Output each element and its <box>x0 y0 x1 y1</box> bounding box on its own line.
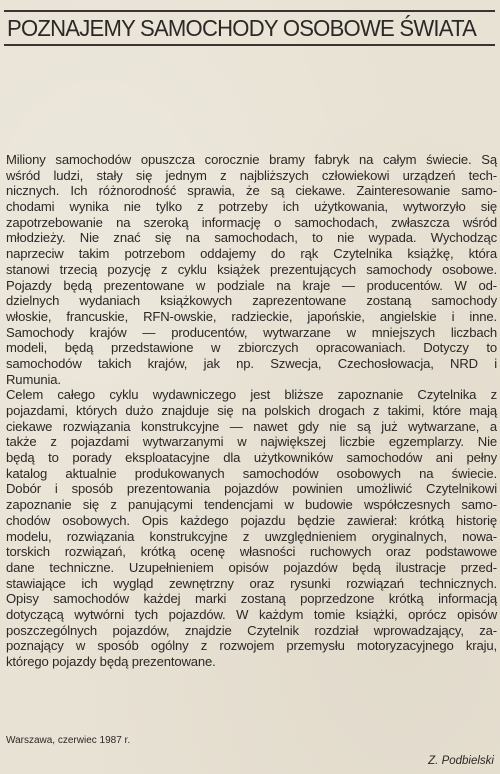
text-line: dotyczącą wytwórni tych pojazdów. W każdym tomie książki, oprócz opisów <box>6 606 497 622</box>
text-line: nicznych. Ich różnorodność sprawia, że są ciekawe. Zainteresowanie samo- <box>6 183 497 199</box>
text-line: katalog aktualnie produkowanych samochodów osobowych na świecie. <box>6 465 497 481</box>
text-line: samochodów takich krajów, jak np. Szwecja, Czechosłowacja, NRD i <box>6 355 497 371</box>
text-line: poszczególnych pojazdów, znajdzie Czytelnik rozdział wprowadzający, za- <box>6 622 497 638</box>
text-line: modeli, będą przedstawione w zbiorczych opracowaniach. Dotyczy to <box>6 340 497 356</box>
text-line: młodzieży. Nie znać się na samochodach, to nie wypada. Wychodząc <box>6 230 497 246</box>
text-line: naprzeciw takim potrzebom oddajemy do rąk Czytelnika książkę, która <box>6 246 497 262</box>
text-line: pojazdami, których dużo znajduje się na polskich drogach z takimi, które mają <box>6 403 497 418</box>
text-line: którego pojazdy będą prezentowane. <box>6 654 216 669</box>
text-line: wśród ludzi, stały się jednym z najbliższych człowiekowi urządzeń tech- <box>6 167 497 183</box>
text-line: dane techniczne. Uzupełnieniem opisów pojazdów będą ilustracje przed- <box>6 559 497 575</box>
text-line: poznający w sposób ogólny z rozwojem przemysłu motoryzacyjnego kraju, <box>6 638 497 654</box>
title-bar <box>4 10 495 46</box>
text-line: ciekawe rozwiązania konstrukcyjne — nawet gdy nie są już wytwarzane, a <box>6 418 497 434</box>
text-line: także z pojazdami wytwarzanymi w największej liczbie egzemplarzy. Nie <box>6 434 497 450</box>
author-signature: Z. Podbielski <box>428 755 494 767</box>
text-line: Samochody krajów — producentów, wytwarzane w mniejszych liczbach <box>6 324 497 340</box>
text-line: Rumunia. <box>6 371 61 387</box>
text-line: Dobór i sposób prezentowania pojazdów powinien umożliwić Czytelnikowi <box>6 481 497 497</box>
text-line: chodami wynika nie tylko z potrzeby ich użytkowania, wytworzyło się <box>6 199 497 215</box>
place-date: Warszawa, czerwiec 1987 r. <box>6 735 131 746</box>
text-line: modelu, rozwiązania konstrukcyjne z uwzględnieniem oryginalnych, nowa- <box>6 528 497 544</box>
page-title: POZNAJEMY SAMOCHODY OSOBOWE ŚWIATA <box>7 15 477 41</box>
text-line: zapotrzebowanie na szeroką informację o samochodach, zwłaszcza wśród <box>6 214 497 230</box>
text-line: Miliony samochodów opuszcza corocznie bramy fabryk na całym świecie. Są <box>6 152 497 167</box>
text-line: zapoznanie się z panującymi tendencjami w budowie współczesnych samo- <box>6 497 497 513</box>
text-line: stawiające ich wygląd zewnętrzny oraz rysunki rozwiązań technicznych. <box>6 575 497 591</box>
text-line: chodów osobowych. Opis każdego pojazdu będzie zawierał: krótką historię <box>6 512 497 528</box>
text-line: stanowi trzecią pozycję z cyklu książek prezentujących samochody osobowe. <box>6 261 497 277</box>
text-line: torskich rozwiązań, krótką ocenę własności ruchowych oraz podstawowe <box>6 544 497 560</box>
text-line: Celem całego cyklu wydawniczego jest bliższe zapoznanie Czytelnika z <box>6 387 497 403</box>
text-line: Pojazdy będą prezentowane w podziale na kraje — producentów. W od- <box>6 277 497 293</box>
text-line: włoskie, francuskie, RFN-owskie, radzieckie, japońskie, angielskie i inne. <box>6 308 497 324</box>
text-line: będą to porady eksploatacyjne dla użytkowników samochodów ani pełny <box>6 450 497 466</box>
text-line: dzielnych wydaniach książkowych zaprezentowane zostaną samochody <box>6 293 497 309</box>
preface-text <box>6 152 497 670</box>
text-line: Opisy samochodów każdej marki zostaną poprzedzone krótką informacją <box>6 591 497 607</box>
